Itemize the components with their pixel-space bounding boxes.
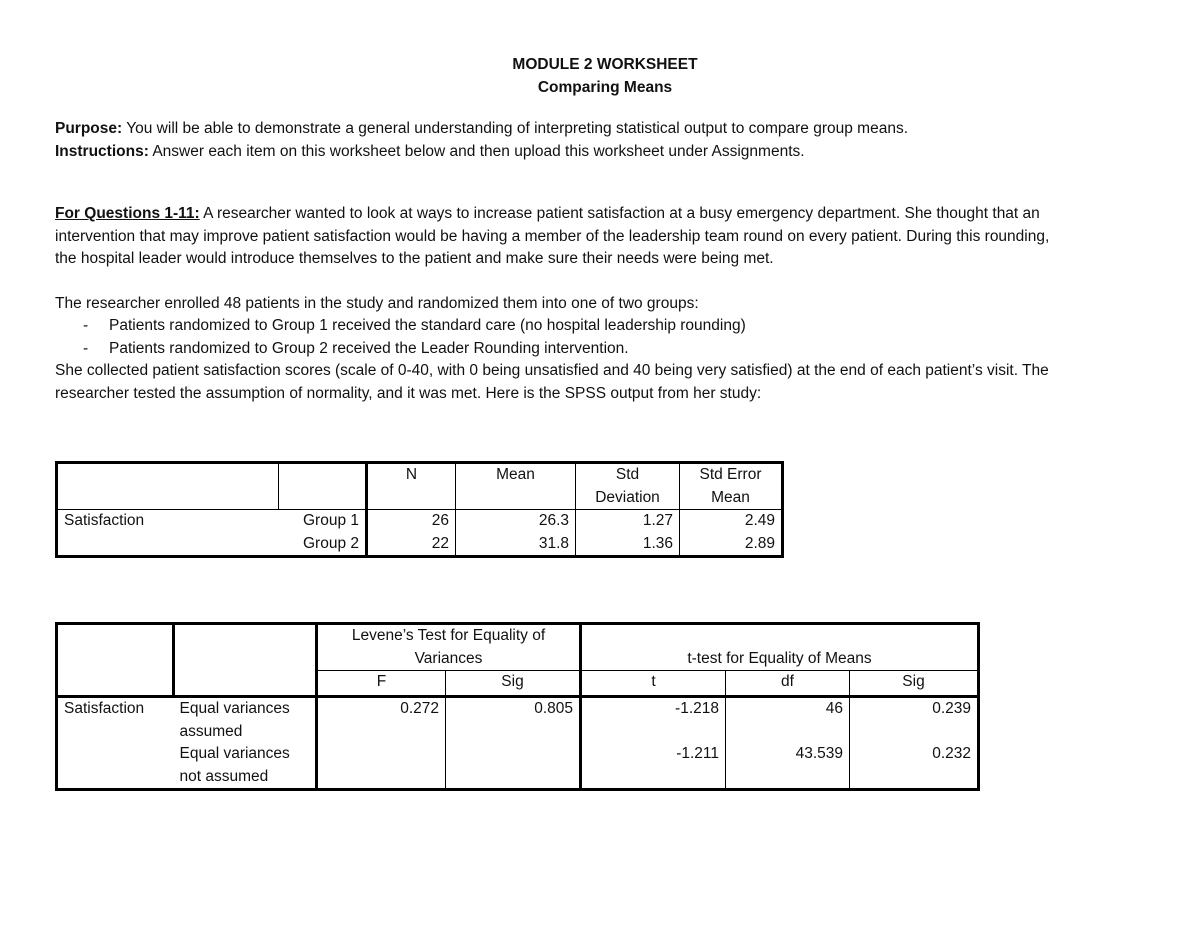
table-row: [57, 743, 979, 790]
bullet-text: Patients randomized to Group 2 received the Leader Rounding intervention.: [109, 339, 629, 357]
list-item: [55, 315, 1155, 338]
study-line-2: researcher tested the assumption of normality, and it was met. Here is the SPSS output from her study:: [55, 384, 762, 402]
header-mean: Mean: [456, 463, 576, 510]
cell-t: -1.218: [581, 697, 726, 744]
header-sig-ttest: Sig: [850, 671, 979, 697]
scenario-line-2: intervention that may improve patient satisfaction would be having a member of the leadership team round on every patient. During this rounding,: [55, 227, 1050, 245]
cell-f: [317, 743, 446, 790]
cell-mean: 26.3: [456, 510, 576, 533]
cell-n: 22: [367, 533, 456, 557]
row-label: Equal variances not assumed: [174, 743, 317, 790]
purpose-text: You will be able to demonstrate a general understanding of interpreting statistical output to compare group means.: [122, 120, 909, 137]
cell-sig-ttest: 0.232: [850, 743, 979, 790]
bullet-marker: -: [83, 317, 89, 334]
group-statistics-table: [55, 461, 784, 558]
purpose-label: Purpose:: [55, 120, 123, 137]
table-row: [57, 697, 979, 744]
cell-sig-ttest: 0.239: [850, 697, 979, 744]
page-subtitle: Comparing Means: [537, 78, 673, 96]
variable-label: Satisfaction: [57, 697, 174, 744]
page-title: MODULE 2 WORKSHEET: [512, 56, 698, 73]
header-std-deviation: Std Deviation: [576, 463, 680, 510]
list-item: [55, 338, 1155, 361]
instructions-text: Answer each item on this worksheet below and then upload this worksheet under Assignments.: [148, 142, 805, 160]
instructions-paragraph: [55, 141, 1155, 164]
group-label: Group 2: [279, 533, 367, 557]
purpose-paragraph: [55, 118, 1155, 141]
cell-n: 26: [367, 510, 456, 533]
table-header-row: [57, 624, 979, 671]
worksheet-page: [55, 54, 1155, 405]
header-n: N: [367, 463, 456, 510]
scenario-line-1: A researcher wanted to look at ways to increase patient satisfaction at a busy emergency department. She thought that an: [199, 205, 1040, 222]
scenario-paragraph: [55, 203, 1155, 271]
header-f: F: [317, 671, 446, 697]
table-row: [57, 510, 783, 533]
header-df: df: [726, 671, 850, 697]
levene-header: Levene’s Test for Equality of Variances: [317, 624, 581, 671]
header-sig-levene: Sig: [446, 671, 581, 697]
ttest-header: t-test for Equality of Means: [581, 624, 979, 671]
cell-sig-levene: 0.805: [446, 697, 581, 744]
study-line-1: She collected patient satisfaction scores (scale of 0-40, with 0 being unsatisfied and 40 being very satisfied) at the end of each patient’s visit. The: [55, 362, 1049, 379]
instructions-label: Instructions:: [55, 142, 149, 160]
cell-mean: 31.8: [456, 533, 576, 557]
cell-sd: 1.27: [576, 510, 680, 533]
cell-sig-levene: [446, 743, 581, 790]
table-row: [57, 533, 783, 557]
scenario-line-3: the hospital leader would introduce themselves to the patient and make sure their needs were being met.: [55, 250, 774, 267]
independent-samples-test-table: [55, 622, 980, 791]
header-t: t: [581, 671, 726, 697]
cell-se: 2.89: [680, 533, 783, 557]
study-intro: The researcher enrolled 48 patients in the study and randomized them into one of two groups:: [55, 294, 699, 312]
cell-se: 2.49: [680, 510, 783, 533]
group-label: Group 1: [279, 510, 367, 533]
bullet-text: Patients randomized to Group 1 received the standard care (no hospital leadership rounding): [109, 317, 746, 334]
header-std-error-mean: Std Error Mean: [680, 463, 783, 510]
bullet-marker: -: [83, 339, 89, 357]
cell-f: 0.272: [317, 697, 446, 744]
scenario-label: For Questions 1-11:: [55, 205, 200, 222]
cell-df: 46: [726, 697, 850, 744]
row-label: Equal variances assumed: [174, 697, 317, 744]
cell-df: 43.539: [726, 743, 850, 790]
variable-label: Satisfaction: [57, 510, 279, 533]
table-header-row: [57, 463, 783, 510]
cell-t: -1.211: [581, 743, 726, 790]
cell-sd: 1.36: [576, 533, 680, 557]
study-paragraph: [55, 360, 1155, 405]
